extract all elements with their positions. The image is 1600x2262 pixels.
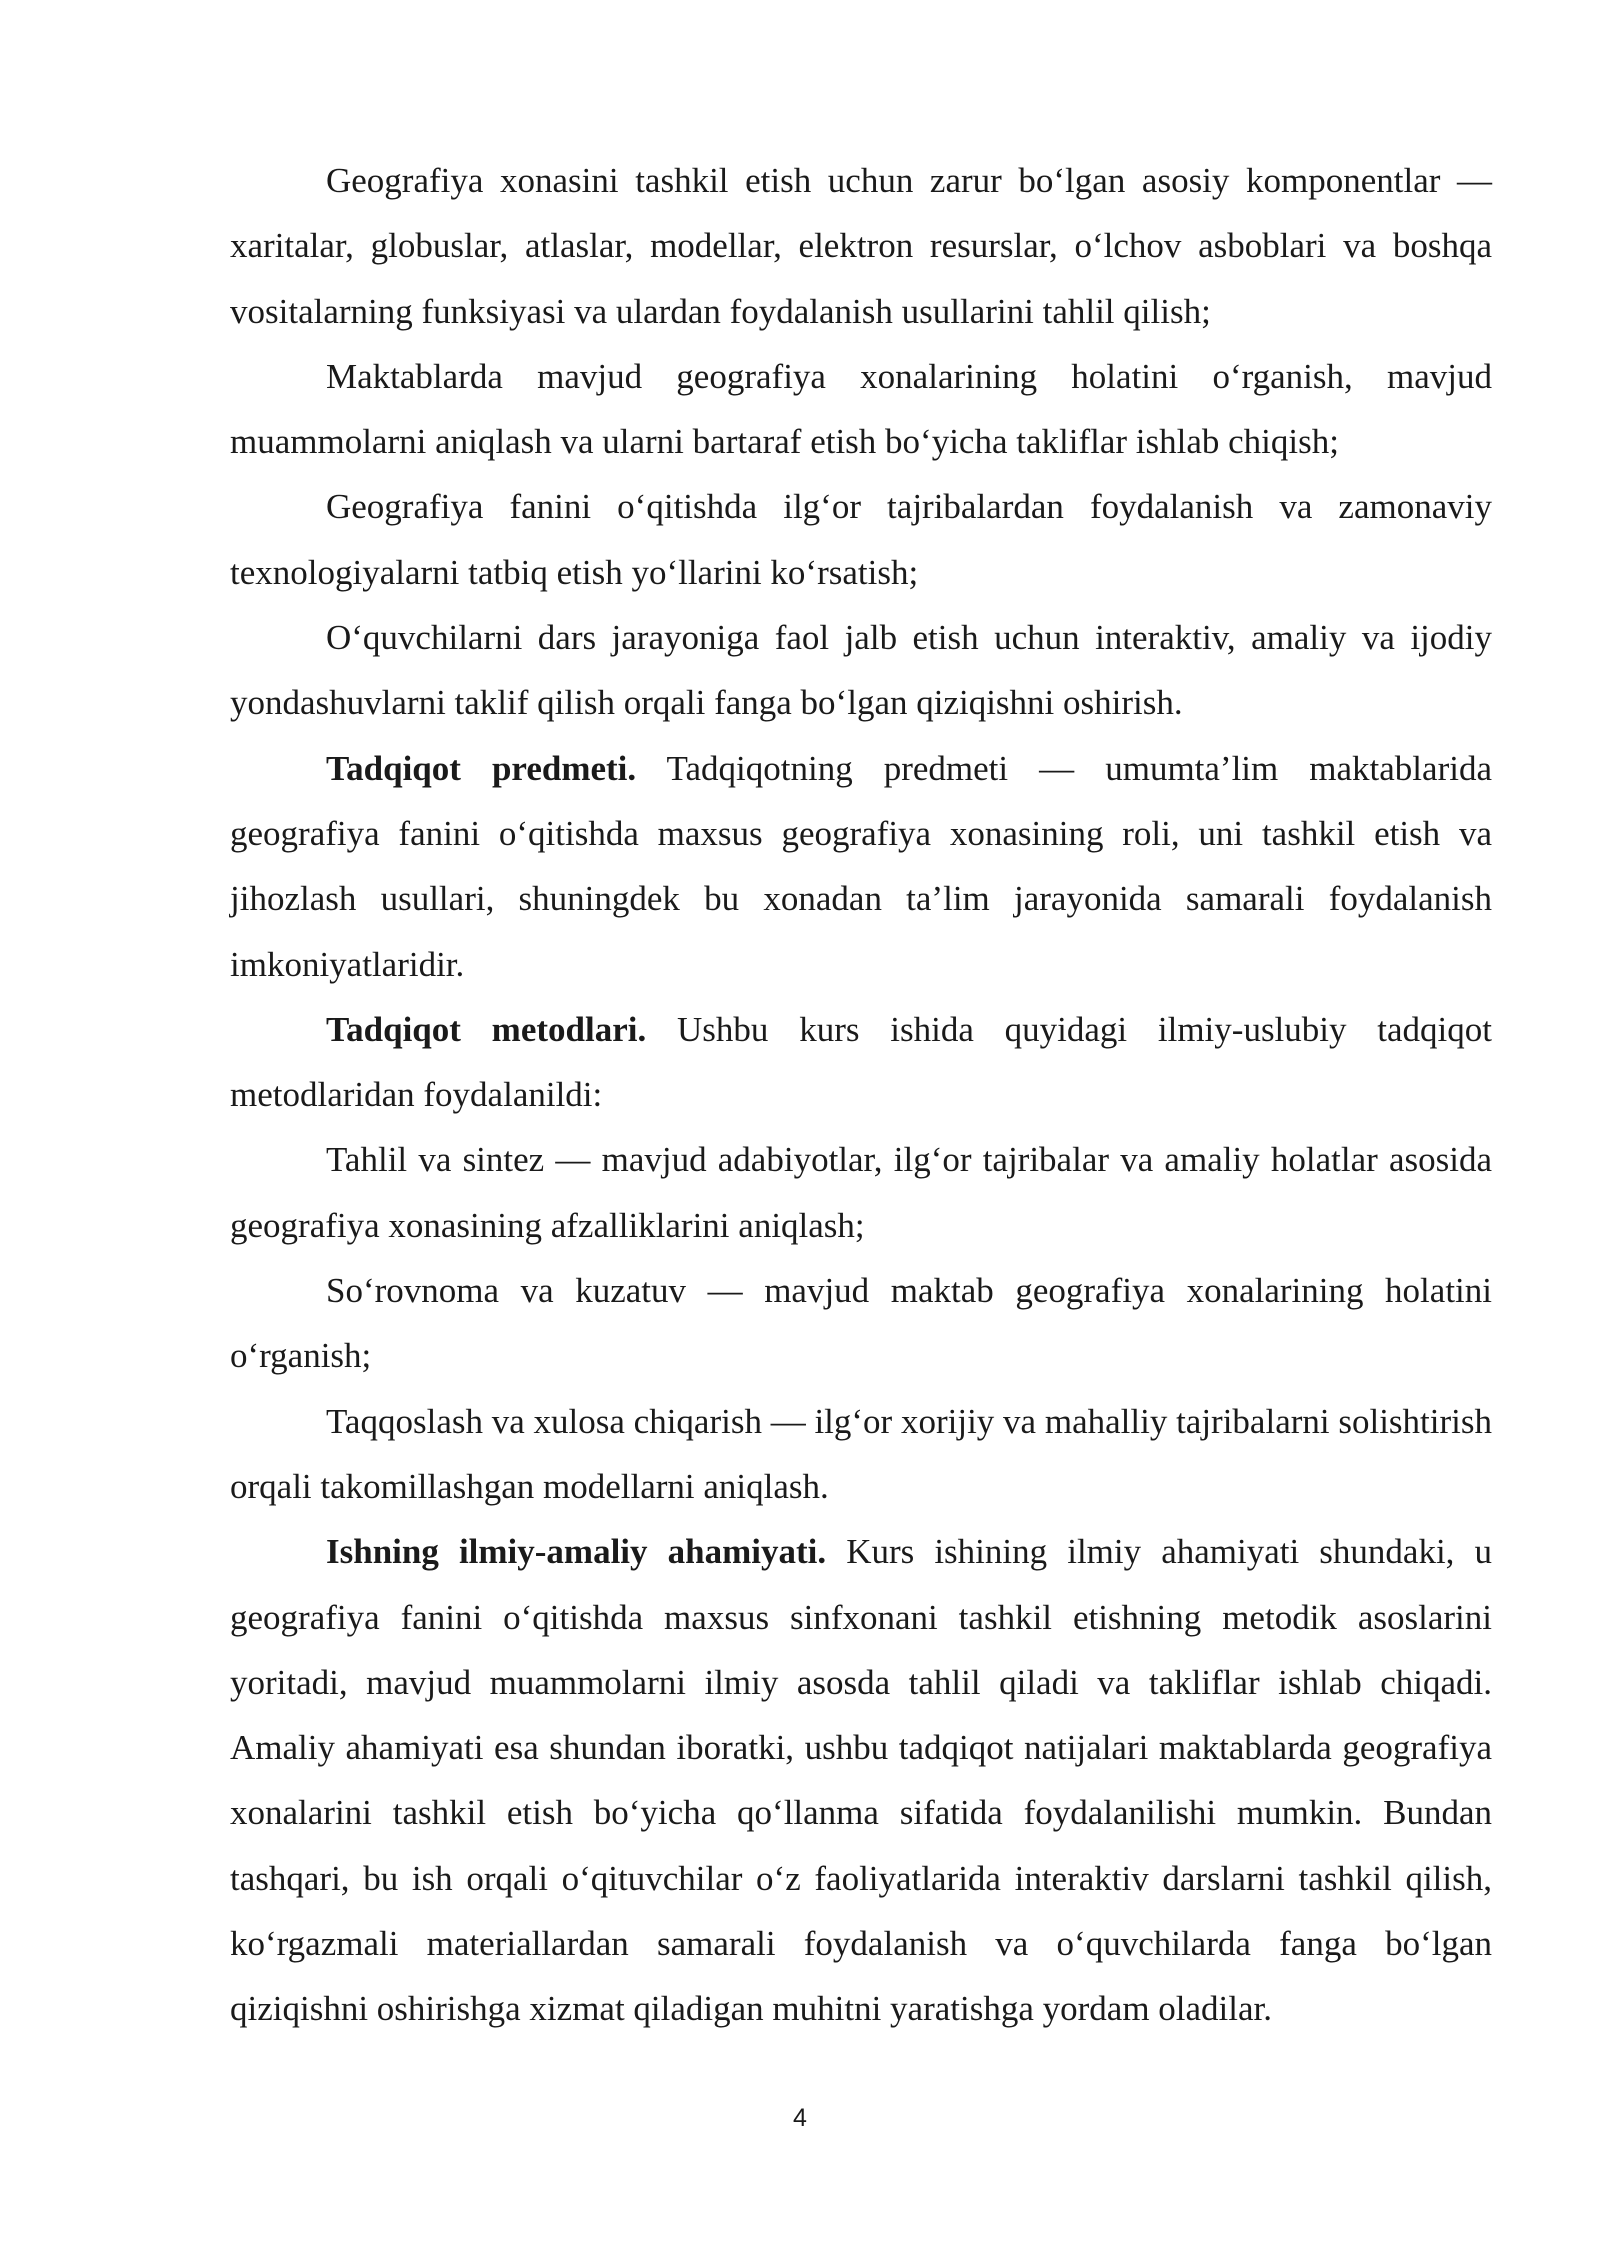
body-text [230,148,1492,2042]
paragraph-research-subject [230,736,1492,997]
paragraph-significance [230,1519,1492,2041]
paragraph-components [230,148,1492,344]
paragraph-text: O‘quvchilarni dars jarayoniga faol jalb etish uchun interaktiv, amaliy va ijodiy yondashuvlarni taklif qilish orqali fanga bo‘lgan qiziqishni oshirish. [230,618,1492,723]
paragraph-experience [230,474,1492,605]
paragraph-research-methods [230,997,1492,1128]
paragraph-text: Tahlil va sintez — mavjud adabiyotlar, ilg‘or tajribalar va amaliy holatlar asosida geografiya xonasining afzalliklarini aniqlash; [230,1140,1492,1245]
paragraph-analysis [230,1127,1492,1258]
paragraph-text: Ushbu kurs ishida quyidagi ilmiy-uslubiy tadqiqot metodlaridan foydalanildi: [230,1009,1492,1115]
paragraph-text: Maktablarda mavjud geografiya xonalarining holatini o‘rganish, mavjud muammolarni aniqlash va ularni bartaraf etish bo‘yicha takliflar ishlab chiqish; [230,356,1492,462]
paragraph-text: Geografiya xonasini tashkil etish uchun zarur bo‘lgan asosiy komponentlar — xaritalar, globuslar, atlaslar, modellar, elektron resurslar, o‘lchov asboblari va boshqa vositalarning funksiyasi va ulardan foydalanish usullarini tahlil qilish; [230,161,1492,331]
paragraph-text: Taqqoslash va xulosa chiqarish — ilg‘or xorijiy va mahalliy tajribalarni solishtirish orqali takomillashgan modellarni aniqlash. [230,1401,1492,1506]
page-number: 4 [793,2104,807,2132]
paragraph-students [230,605,1492,736]
paragraph-text: Tadqiqotning predmeti — umumta’lim maktablarida geografiya fanini o‘qitishda maxsus geografiya xonasining roli, uni tashkil etish va jihozlash usullari, shuningdek bu xonadan ta’lim jarayonida samarali foydalanish imkoniyatlaridir. [230,748,1492,984]
paragraph-text: Geografiya fanini o‘qitishda ilg‘or tajribalardan foydalanish va zamonaviy texnologiyalarni tatbiq etish yo‘llarini ko‘rsatish; [230,487,1492,592]
paragraph-lead: Tadqiqot metodlari. [326,1009,647,1049]
paragraph-lead: Tadqiqot predmeti. [326,748,637,788]
paragraph-school-rooms [230,344,1492,475]
paragraph-lead: Ishning ilmiy-amaliy ahamiyati. [326,1532,827,1572]
paragraph-comparison [230,1389,1492,1520]
paragraph-text: So‘rovnoma va kuzatuv — mavjud maktab geografiya xonalarining holatini o‘rganish; [230,1271,1492,1376]
paragraph-text: Kurs ishining ilmiy ahamiyati shundaki, u geografiya fanini o‘qitishda maxsus sinfxonani tashkil etishning metodik asoslarini yoritadi, mavjud muammolarni ilmiy asosda tahlil qiladi va takliflar ishlab chiqadi. Amaliy ahamiyati esa shundan iboratki, ushbu tadqiqot natijalari maktablarda geografiya xonalarini tashkil etish bo‘yicha qo‘llanma sifatida foydalanilishi mumkin. Bundan tashqari, bu ish orqali o‘qituvchilar o‘z faoliyatlarida interaktiv darslarni tashkil qilish, ko‘rgazmali materiallardan samarali foydalanish va o‘quvchilarda fanga bo‘lgan qiziqishni oshirishga xizmat qiladigan muhitni yaratishga yordam oladilar. [230,1532,1493,2029]
paragraph-survey [230,1258,1492,1389]
